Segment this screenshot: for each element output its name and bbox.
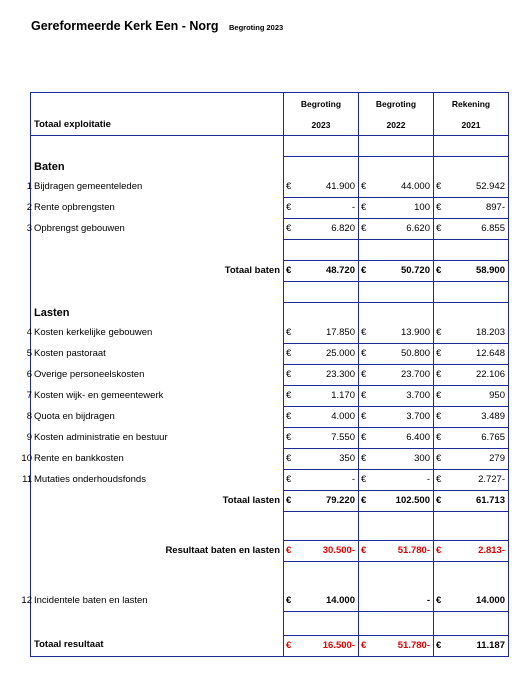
- currency-symbol: €: [361, 390, 367, 401]
- budget-table: [21, 92, 509, 657]
- currency-symbol: €: [361, 348, 367, 359]
- currency-symbol: €: [436, 181, 442, 192]
- col2-header-year: 2022: [359, 115, 434, 136]
- amount-value: 23.700: [400, 369, 430, 380]
- total-result-row: [31, 635, 509, 656]
- line-item-row: [31, 428, 509, 449]
- amount-value: 6.620: [406, 223, 430, 234]
- col3-header-top: Rekening: [434, 93, 509, 116]
- currency-symbol: €: [436, 495, 442, 506]
- document-title: [31, 17, 283, 35]
- amount-value: 6.820: [331, 223, 355, 234]
- currency-symbol: €: [286, 265, 292, 276]
- currency-symbol: €: [286, 545, 292, 556]
- currency-symbol: €: [361, 265, 367, 276]
- line-item-label: Quota en bijdragen: [34, 411, 115, 422]
- row-number: 5: [26, 348, 32, 359]
- currency-symbol: €: [286, 594, 292, 606]
- amount-value: 51.780-: [397, 639, 430, 651]
- col1-header-year: 2023: [284, 115, 359, 136]
- currency-symbol: €: [361, 223, 367, 234]
- line-item-label: Kosten pastoraat: [34, 348, 106, 359]
- title-text: Gereformeerde Kerk Een - Norg: [31, 19, 219, 33]
- total-lasten-row: [31, 491, 509, 512]
- row-number: 7: [26, 390, 32, 401]
- amount-value: 4.000: [331, 411, 355, 422]
- currency-symbol: €: [436, 432, 442, 443]
- currency-symbol: €: [436, 594, 442, 606]
- currency-symbol: €: [361, 545, 367, 556]
- amount-value: 279: [489, 453, 505, 464]
- result-row: [31, 541, 509, 562]
- currency-symbol: €: [436, 223, 442, 234]
- currency-symbol: €: [436, 639, 442, 651]
- amount-value: 52.942: [475, 181, 505, 192]
- table-label: Totaal exploitatie: [31, 115, 284, 136]
- currency-symbol: €: [286, 369, 292, 380]
- amount-value: 3.489: [481, 411, 505, 422]
- currency-symbol: €: [286, 223, 292, 234]
- line-item-row: [31, 323, 509, 344]
- currency-symbol: €: [436, 474, 442, 485]
- amount-value: 16.500-: [322, 639, 355, 651]
- line-item-row: [31, 219, 509, 240]
- result-label: Resultaat baten en lasten: [31, 541, 284, 562]
- amount-value: 79.220: [325, 495, 355, 506]
- amount-value: 17.850: [325, 327, 355, 338]
- currency-symbol: €: [361, 411, 367, 422]
- line-item-row: [31, 177, 509, 198]
- currency-symbol: €: [436, 411, 442, 422]
- amount-value: 12.648: [475, 348, 505, 359]
- section-heading: Baten: [31, 157, 284, 178]
- currency-symbol: €: [361, 495, 367, 506]
- incidental-label: Incidentele baten en lasten: [34, 594, 148, 606]
- row-number: 3: [26, 223, 32, 234]
- amount-value: 61.713: [475, 495, 505, 506]
- currency-symbol: €: [286, 411, 292, 422]
- lasten-items: [21, 323, 509, 491]
- row-number: 12: [21, 594, 32, 606]
- line-item-label: Mutaties onderhoudsfonds: [34, 474, 146, 485]
- line-item-row: [31, 449, 509, 470]
- col1-header-top: Begroting: [284, 93, 359, 116]
- currency-symbol: €: [361, 369, 367, 380]
- currency-symbol: €: [286, 390, 292, 401]
- amount-value: 41.900: [325, 181, 355, 192]
- amount-value: 1.170: [331, 390, 355, 401]
- amount-value: 13.900: [400, 327, 430, 338]
- amount-value: 7.550: [331, 432, 355, 443]
- amount-value: 950: [489, 390, 505, 401]
- row-number: 9: [26, 432, 32, 443]
- line-item-label: Rente opbrengsten: [34, 202, 115, 213]
- line-item-row: [31, 386, 509, 407]
- currency-symbol: €: [286, 495, 292, 506]
- header-row-1: [31, 93, 509, 116]
- amount-value: 100: [414, 202, 430, 213]
- total-result-label: Totaal resultaat: [31, 635, 284, 656]
- currency-symbol: €: [436, 348, 442, 359]
- amount-value: 2.727-: [478, 474, 505, 485]
- currency-symbol: €: [436, 265, 442, 276]
- row-number: 11: [22, 474, 32, 485]
- amount-value: 44.000: [400, 181, 430, 192]
- line-item-row: [31, 365, 509, 386]
- currency-symbol: €: [361, 327, 367, 338]
- amount-value: 23.300: [325, 369, 355, 380]
- amount-value: 897-: [485, 202, 505, 213]
- line-item-row: [31, 407, 509, 428]
- amount-value: 48.720: [325, 265, 355, 276]
- amount-value: 3.700: [406, 390, 430, 401]
- currency-symbol: €: [286, 327, 292, 338]
- amount-value: -: [351, 474, 355, 485]
- amount-value: -: [351, 202, 355, 213]
- amount-value: 58.900: [475, 265, 505, 276]
- currency-symbol: €: [286, 453, 292, 464]
- currency-symbol: €: [361, 639, 367, 651]
- currency-symbol: €: [436, 390, 442, 401]
- currency-symbol: €: [361, 202, 367, 213]
- currency-symbol: €: [361, 474, 367, 485]
- row-number: 8: [26, 411, 32, 422]
- line-item-row: [31, 198, 509, 219]
- amount-value: 2.813-: [478, 545, 505, 556]
- section-baten: [31, 157, 509, 178]
- currency-symbol: €: [436, 545, 442, 556]
- line-item-label: Opbrengst gebouwen: [34, 223, 125, 234]
- amount-value: 6.765: [481, 432, 505, 443]
- currency-symbol: €: [286, 348, 292, 359]
- amount-value: 22.106: [475, 369, 505, 380]
- line-item-row: [31, 344, 509, 365]
- currency-symbol: €: [286, 639, 292, 651]
- total-label: Totaal baten: [31, 261, 284, 282]
- currency-symbol: €: [436, 327, 442, 338]
- amount-value: 102.500: [395, 495, 430, 506]
- line-item-label: Kosten administratie en bestuur: [34, 432, 168, 443]
- amount-value: 50.800: [400, 348, 430, 359]
- amount-value: 18.203: [475, 327, 505, 338]
- currency-symbol: €: [436, 453, 442, 464]
- total-label: Totaal lasten: [31, 491, 284, 512]
- section-heading: Lasten: [31, 303, 284, 324]
- row-number: 6: [26, 369, 32, 380]
- amount-value: 6.400: [406, 432, 430, 443]
- amount-value: 11.187: [476, 639, 505, 651]
- currency-symbol: €: [286, 432, 292, 443]
- header-row-2: [31, 115, 509, 136]
- amount-value: 14.000: [475, 594, 505, 606]
- section-lasten: [31, 303, 509, 324]
- incidental-row: [31, 591, 509, 612]
- line-item-label: Overige personeelskosten: [34, 369, 145, 380]
- currency-symbol: €: [361, 181, 367, 192]
- currency-symbol: €: [361, 453, 367, 464]
- row-number: 4: [26, 327, 32, 339]
- amount-value: 300: [414, 453, 430, 464]
- amount-value: -: [426, 474, 430, 485]
- amount-value: 30.500-: [322, 545, 355, 556]
- amount-value: 50.720: [400, 265, 430, 276]
- amount-value: -: [426, 594, 430, 606]
- currency-symbol: €: [286, 181, 292, 192]
- col2-header-top: Begroting: [359, 93, 434, 116]
- amount-value: 350: [339, 453, 355, 464]
- amount-value: 25.000: [325, 348, 355, 359]
- currency-symbol: €: [286, 474, 292, 485]
- row-number: 2: [26, 202, 32, 213]
- line-item-label: Rente en bankkosten: [34, 453, 124, 464]
- total-baten-row: [31, 261, 509, 282]
- amount-value: 6.855: [481, 223, 505, 234]
- col3-header-year: 2021: [434, 115, 509, 136]
- currency-symbol: €: [436, 202, 442, 213]
- row-number: 10: [21, 453, 32, 464]
- amount-value: 3.700: [406, 411, 430, 422]
- row-number: 1: [26, 181, 32, 193]
- line-item-label: Kosten wijk- en gemeentewerk: [34, 390, 164, 401]
- line-item-row: [31, 470, 509, 491]
- line-item-label: Kosten kerkelijke gebouwen: [34, 327, 153, 339]
- baten-items: [26, 177, 509, 240]
- line-item-label: Bijdragen gemeenteleden: [34, 181, 143, 193]
- currency-symbol: €: [436, 369, 442, 380]
- amount-value: 14.000: [325, 594, 355, 606]
- amount-value: 51.780-: [397, 545, 430, 556]
- currency-symbol: €: [361, 432, 367, 443]
- subtitle-text: Begroting 2023: [229, 23, 284, 32]
- currency-symbol: €: [286, 202, 292, 213]
